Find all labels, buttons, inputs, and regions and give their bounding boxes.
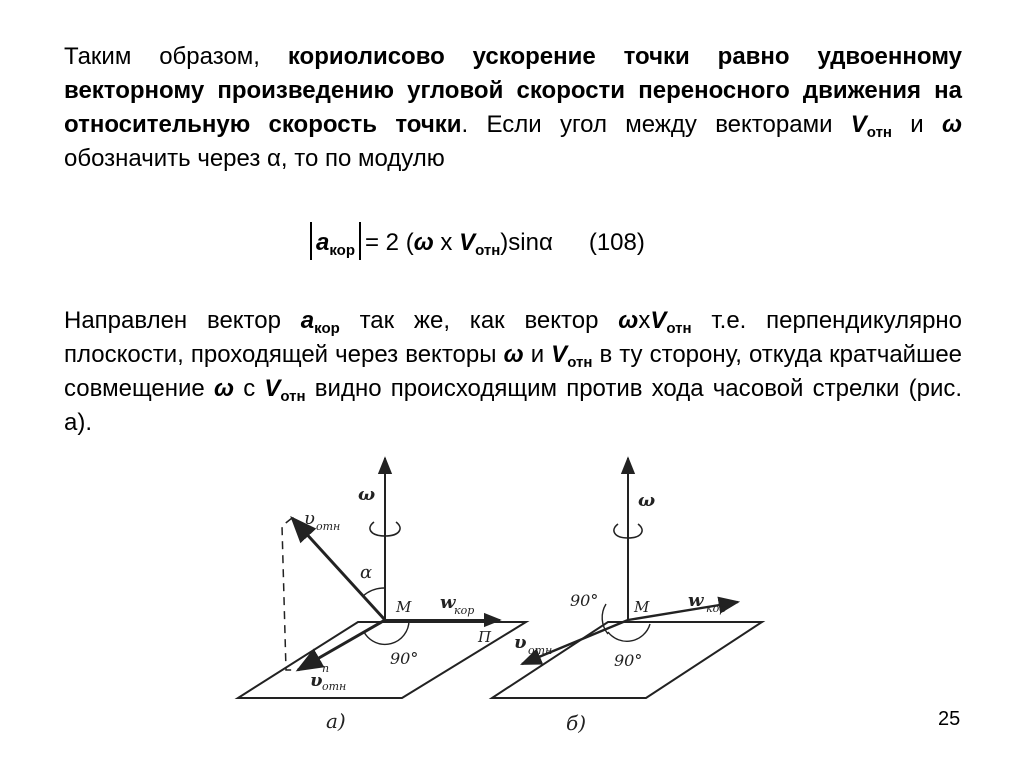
v-rel-sub-a: отн <box>316 520 341 533</box>
v-rel-label-a: υ <box>304 508 315 529</box>
text: в ту сторону, откуда кратчайшее совмещение <box>64 341 963 402</box>
omega-symbol: ω <box>413 229 434 256</box>
a-symbol: a <box>316 229 330 256</box>
caption-b: б) <box>566 711 587 735</box>
text: Таким образом, <box>64 43 260 70</box>
text: и <box>910 111 924 138</box>
point-label-a: М <box>396 598 412 616</box>
angle-90-bottom-label-b: 90° <box>614 651 643 670</box>
w-cor-sub-a: кор <box>454 604 475 617</box>
w-cor-sub-b: кор <box>706 602 727 615</box>
text: обозначить через α, то по модулю <box>64 145 445 172</box>
omega-symbol: ω <box>618 307 639 334</box>
omega-symbol: ω <box>213 375 234 402</box>
subscript-kor: кор <box>314 320 340 337</box>
angle-90-top-label-b: 90° <box>570 591 599 610</box>
v-symbol: V <box>264 375 281 402</box>
text: и <box>530 341 545 368</box>
subscript-otn: отн <box>475 242 501 259</box>
page-number: 25 <box>938 708 961 730</box>
text: видно происходящим против хода часовой стрелки (рис. а). <box>64 375 963 436</box>
cross-symbol: х <box>638 307 651 334</box>
coriolis-figure <box>230 452 804 756</box>
alpha-label-a: α <box>360 562 373 583</box>
subscript-otn: отн <box>866 124 892 141</box>
angle-90-arc-a <box>364 620 409 644</box>
dashed-projection-a <box>282 518 298 670</box>
subscript-kor: кор <box>329 242 355 259</box>
text: т.е. перпендикулярно плоскости, проходящей через векторы <box>64 307 963 368</box>
formula-108 <box>306 222 645 263</box>
cross-symbol: х <box>440 229 453 256</box>
formula-sin: )sinα <box>500 229 553 256</box>
w-cor-label-b: w <box>688 590 704 611</box>
v-proj-sup-a: п <box>322 662 330 675</box>
v-proj-label-a: υ <box>310 670 323 691</box>
paragraph-direction <box>64 304 962 440</box>
v-proj-vector-a <box>298 620 385 670</box>
figure-a <box>238 458 526 698</box>
text: Направлен вектор <box>64 307 281 334</box>
abs-bar-right <box>359 222 361 260</box>
subscript-otn: отн <box>280 388 306 405</box>
paragraph-coriolis-definition <box>64 40 962 176</box>
point-label-b: М <box>634 598 650 616</box>
abs-bar-left <box>310 222 312 260</box>
v-symbol: V <box>650 307 667 334</box>
equation-number: (108) <box>588 229 645 256</box>
subscript-otn: отн <box>666 320 692 337</box>
omega-label-a: ω <box>358 484 376 505</box>
v-rel-sub-b: отн <box>528 644 553 657</box>
a-symbol: a <box>300 307 315 334</box>
text: . Если угол между векторами <box>461 111 833 138</box>
bold-definition: кориолисово ускорение точки равно удвоенному векторному произведению угловой скорости переносного движения на относительную скорость точки <box>64 43 962 138</box>
v-rel-label-b: υ <box>514 632 527 653</box>
subscript-otn: отн <box>567 354 593 371</box>
formula-equals: = 2 ( <box>365 229 414 256</box>
omega-symbol: ω <box>942 111 963 138</box>
v-proj-sub-a: отн <box>322 680 347 693</box>
v-symbol: V <box>850 111 867 138</box>
text: с <box>243 375 256 402</box>
angle-90-label-a: 90° <box>390 649 419 668</box>
alpha-arc-a <box>363 588 385 596</box>
w-cor-label-a: w <box>440 592 456 613</box>
v-symbol: V <box>459 229 476 256</box>
v-symbol: V <box>551 341 568 368</box>
v-rel-vector-b <box>522 620 628 664</box>
pi-label-a: П <box>478 628 492 646</box>
omega-label-b: ω <box>638 490 656 511</box>
text: так же, как вектор <box>359 307 599 334</box>
caption-a: а) <box>326 709 346 733</box>
omega-symbol: ω <box>503 341 524 368</box>
